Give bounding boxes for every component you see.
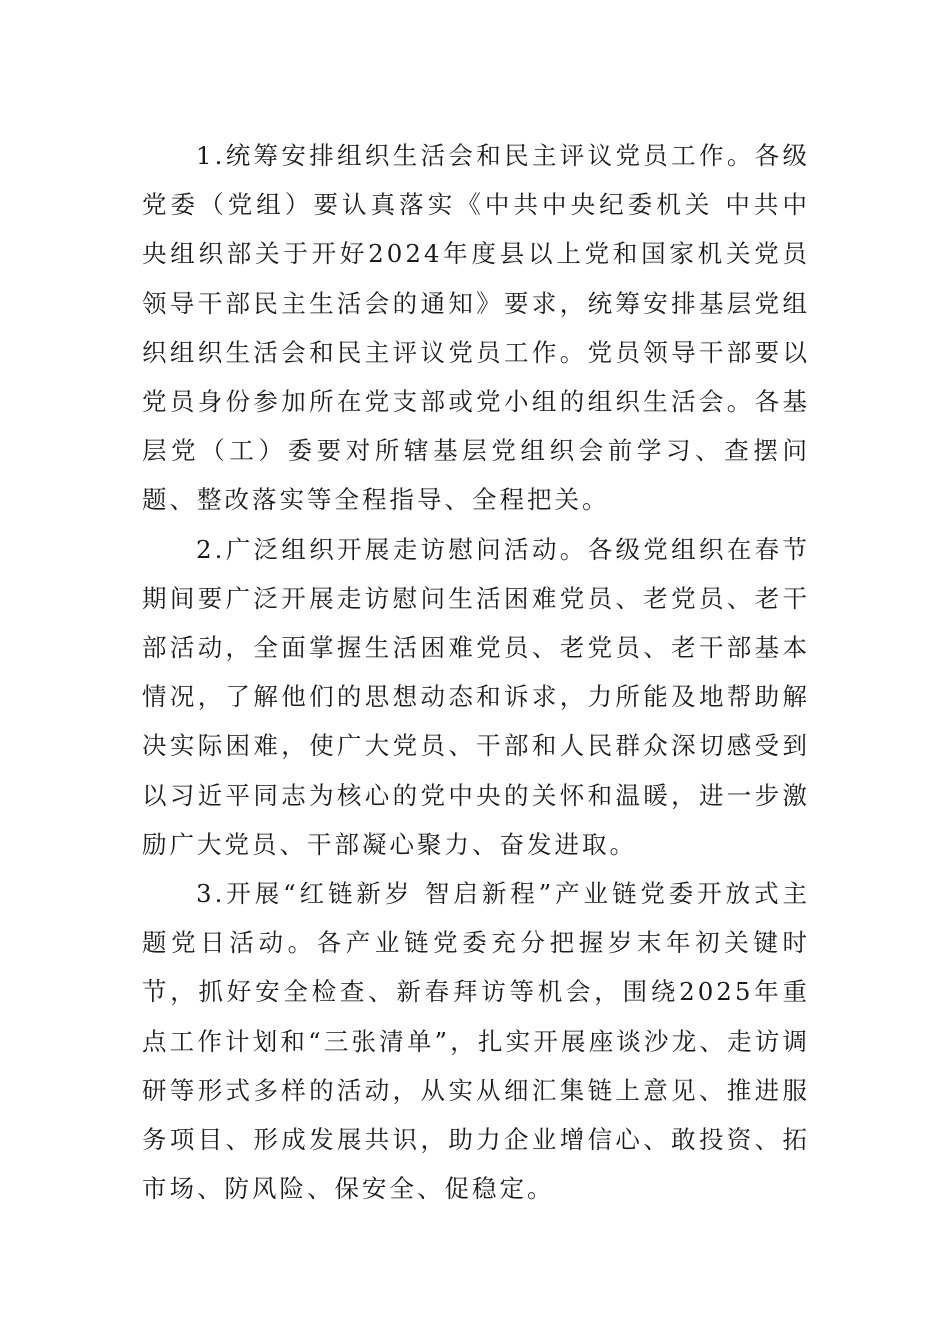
paragraph-1: 1.统筹安排组织生活会和民主评议党员工作。各级党委（党组）要认真落实《中共中央纪委机关 中共中央组织部关于开好2024年度县以上党和国家机关党员领导干部民主生活会的通知》要求，统筹安排基层党组织组织生活会和民主评议党员工作。党员领导干部要以党员身份参加所在党支部或党小组的组织生活会。各基层党（工）委要对所辖基层党组织会前学习、查摆问题、整改落实等全程指导、全程把关。 [142,141,810,515]
paragraph-3: 3.开展“红链新岁 智启新程”产业链党委开放式主题党日活动。各产业链党委充分把握岁末年初关键时节，抓好安全检查、新春拜访等机会，围绕2025年重点工作计划和“三张清单”，扎实开展座谈沙龙、走访调研等形式多样的活动，从实从细汇集链上意见、推进服务项目、形成发展共识，助力企业增信心、敢投资、拓市场、防风险、保安全、促稳定。 [142,879,810,1204]
paragraph-2: 2.广泛组织开展走访慰问活动。各级党组织在春节期间要广泛开展走访慰问生活困难党员、老党员、老干部活动，全面掌握生活困难党员、老党员、老干部基本情况，了解他们的思想动态和诉求，力所能及地帮助解决实际困难，使广大党员、干部和人民群众深切感受到以习近平同志为核心的党中央的关怀和温暖，进一步激励广大党员、干部凝心聚力、奋发进取。 [142,534,810,859]
document-body [142,131,810,1213]
